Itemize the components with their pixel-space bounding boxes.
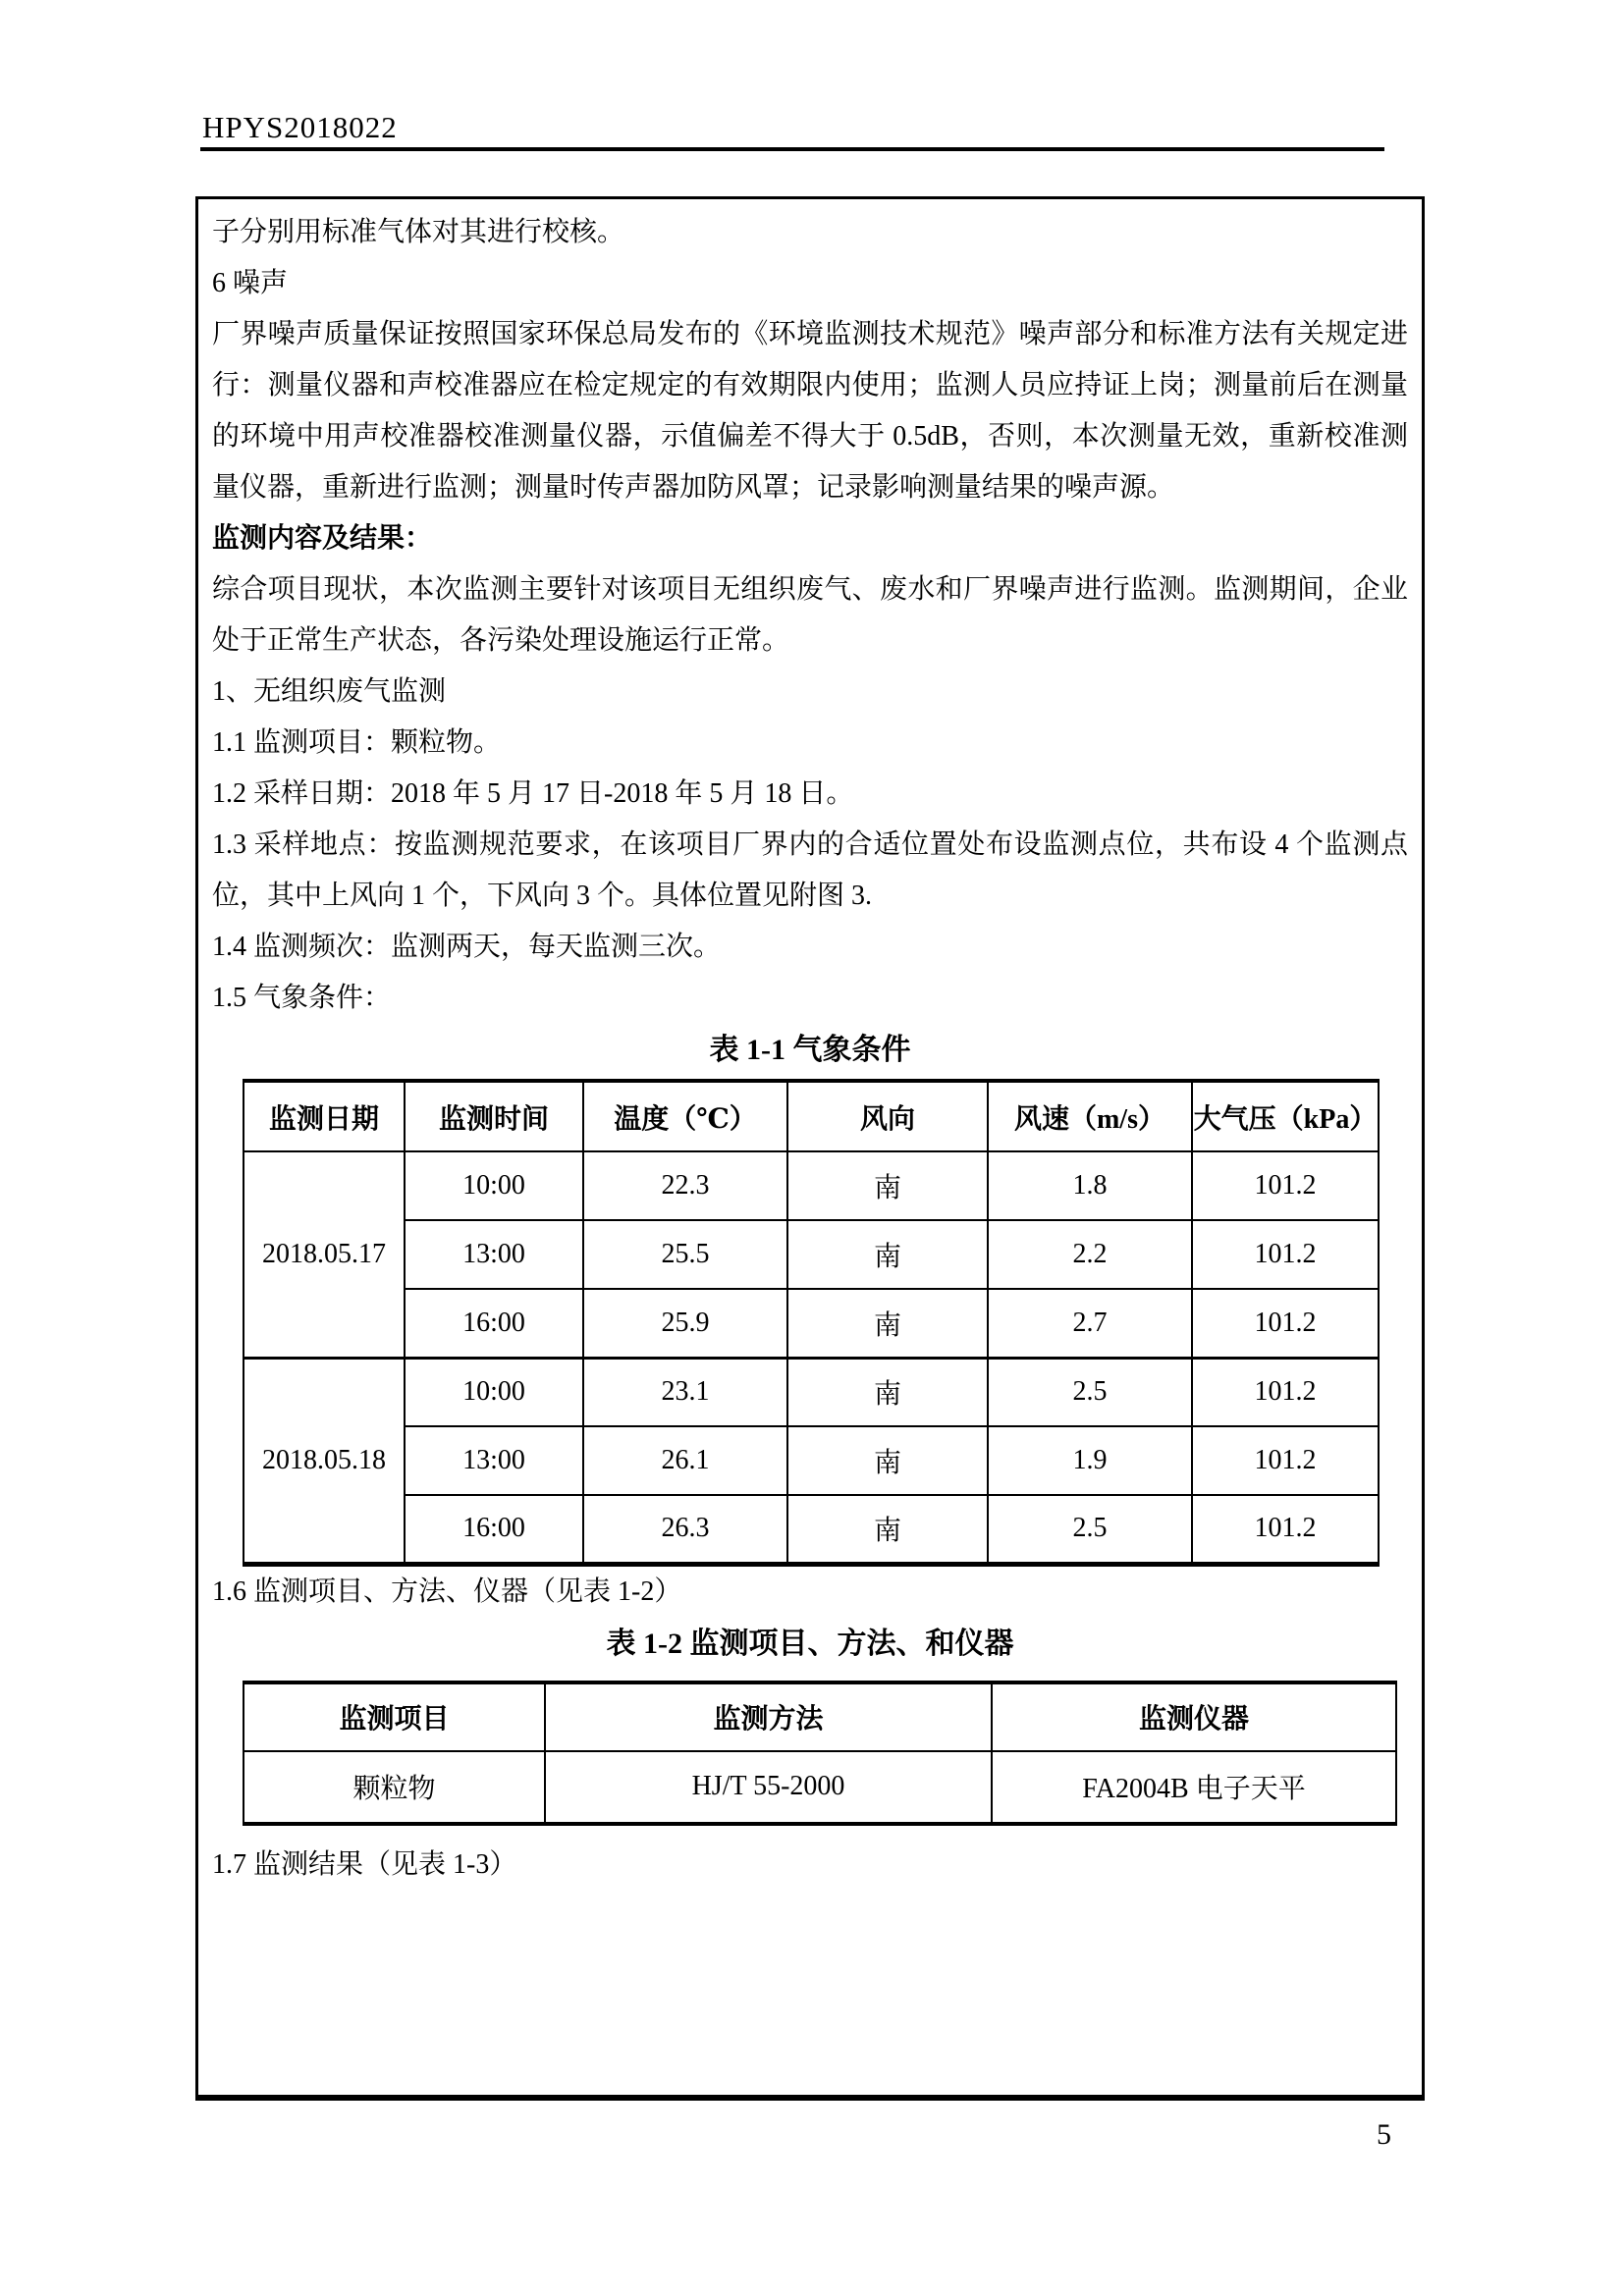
time-cell: 16:00 xyxy=(405,1289,583,1358)
temperature-cell: 22.3 xyxy=(583,1151,787,1220)
item-1-2-sampling-date: 1.2 采样日期：2018 年 5 月 17 日-2018 年 5 月 18 日。 xyxy=(212,778,854,809)
content-box xyxy=(195,196,1425,2101)
date-cell: 2018.05.18 xyxy=(244,1358,405,1564)
section-heading-6-noise: 6 噪声 xyxy=(212,268,289,298)
section-1-fugitive-gas: 1、无组织废气监测 xyxy=(212,676,447,707)
item-1-7-results: 1.7 监测结果（见表 1-3） xyxy=(212,1848,517,1880)
wind-speed-cell: 1.9 xyxy=(988,1426,1192,1495)
wind-direction-cell: 南 xyxy=(787,1426,988,1495)
header-code: HPYS2018022 xyxy=(202,110,398,144)
temperature-cell: 25.9 xyxy=(583,1289,787,1358)
wind-direction-cell: 南 xyxy=(787,1358,988,1426)
wind-speed-cell: 2.5 xyxy=(988,1495,1192,1564)
methods-instruments-table xyxy=(243,1681,1397,1826)
col-header-monitoring-item: 监测项目 xyxy=(244,1682,545,1751)
col-header-pressure: 大气压（kPa） xyxy=(1192,1081,1379,1151)
table1-title: 表 1-1 气象条件 xyxy=(709,1034,911,1066)
wind-speed-cell: 1.8 xyxy=(988,1151,1192,1220)
col-header-temperature: 温度（℃） xyxy=(583,1081,787,1151)
table2-header-row xyxy=(244,1682,1396,1751)
pressure-cell: 101.2 xyxy=(1192,1495,1379,1564)
col-header-monitoring-method: 监测方法 xyxy=(545,1682,992,1751)
item-1-1-monitoring-items: 1.1 监测项目：颗粒物。 xyxy=(212,727,502,758)
monitoring-method-cell: HJ/T 55-2000 xyxy=(545,1751,992,1824)
time-cell: 16:00 xyxy=(405,1495,583,1564)
item-1-3-sampling-location: 1.3 采样地点：按监测规范要求，在该项目厂界内的合适位置处布设监测点位，共布设 4 个监测点位，其中上风向 1 个，下风向 3 个。具体位置见附图 3. xyxy=(212,829,1408,911)
col-header-wind-speed: 风速（m/s） xyxy=(988,1081,1192,1151)
time-cell: 13:00 xyxy=(405,1220,583,1289)
wind-speed-cell: 2.7 xyxy=(988,1289,1192,1358)
pressure-cell: 101.2 xyxy=(1192,1151,1379,1220)
wind-direction-cell: 南 xyxy=(787,1220,988,1289)
table-row xyxy=(244,1426,1379,1495)
pressure-cell: 101.2 xyxy=(1192,1289,1379,1358)
wind-direction-cell: 南 xyxy=(787,1495,988,1564)
table1-header-row xyxy=(244,1081,1379,1151)
col-header-wind-direction: 风向 xyxy=(787,1081,988,1151)
table-row xyxy=(244,1151,1379,1220)
pressure-cell: 101.2 xyxy=(1192,1426,1379,1495)
date-cell: 2018.05.17 xyxy=(244,1151,405,1358)
temperature-cell: 25.5 xyxy=(583,1220,787,1289)
table-row xyxy=(244,1358,1379,1426)
paragraph-project-overview: 综合项目现状，本次监测主要针对该项目无组织废气、废水和厂界噪声进行监测。监测期间，企业处于正常生产状态，各污染处理设施运行正常。 xyxy=(212,574,1408,656)
item-1-5-weather: 1.5 气象条件： xyxy=(212,983,392,1013)
table-row xyxy=(244,1495,1379,1564)
temperature-cell: 23.1 xyxy=(583,1358,787,1426)
wind-speed-cell: 2.5 xyxy=(988,1358,1192,1426)
pressure-cell: 101.2 xyxy=(1192,1220,1379,1289)
heading-monitoring-content-results: 监测内容及结果： xyxy=(212,523,433,554)
item-1-4-frequency: 1.4 监测频次：监测两天，每天监测三次。 xyxy=(212,932,722,962)
time-cell: 10:00 xyxy=(405,1151,583,1220)
temperature-cell: 26.1 xyxy=(583,1426,787,1495)
table-row xyxy=(244,1220,1379,1289)
col-header-date: 监测日期 xyxy=(244,1081,405,1151)
monitoring-item-cell: 颗粒物 xyxy=(244,1751,545,1824)
wind-direction-cell: 南 xyxy=(787,1289,988,1358)
col-header-time: 监测时间 xyxy=(405,1081,583,1151)
table2-title: 表 1-2 监测项目、方法、和仪器 xyxy=(606,1627,1014,1660)
table-row xyxy=(244,1751,1396,1824)
header-rule xyxy=(200,147,1384,151)
paragraph-noise-qa: 厂界噪声质量保证按照国家环保总局发布的《环境监测技术规范》噪声部分和标准方法有关规定进行：测量仪器和声校准器应在检定规定的有效期限内使用；监测人员应持证上岗；测量前后在测量的环境中用声校准器校准测量仪器，示值偏差不得大于 0.5dB，否则，本次测量无效，重新校准测量仪器，重新进行监测；测量时传声器加防风罩；记录影响测量结果的噪声源。 xyxy=(212,319,1408,503)
page-number: 5 xyxy=(1377,2118,1391,2151)
pressure-cell: 101.2 xyxy=(1192,1358,1379,1426)
wind-speed-cell: 2.2 xyxy=(988,1220,1192,1289)
temperature-cell: 26.3 xyxy=(583,1495,787,1564)
table-row xyxy=(244,1289,1379,1358)
col-header-monitoring-instrument: 监测仪器 xyxy=(992,1682,1396,1751)
paragraph-calibration-tail: 子分别用标准气体对其进行校核。 xyxy=(212,217,625,247)
item-1-6-methods-instruments: 1.6 监测项目、方法、仪器（见表 1-2） xyxy=(212,1575,682,1607)
wind-direction-cell: 南 xyxy=(787,1151,988,1220)
time-cell: 10:00 xyxy=(405,1358,583,1426)
monitoring-instrument-cell: FA2004B 电子天平 xyxy=(992,1751,1396,1824)
weather-conditions-table xyxy=(243,1079,1380,1567)
time-cell: 13:00 xyxy=(405,1426,583,1495)
